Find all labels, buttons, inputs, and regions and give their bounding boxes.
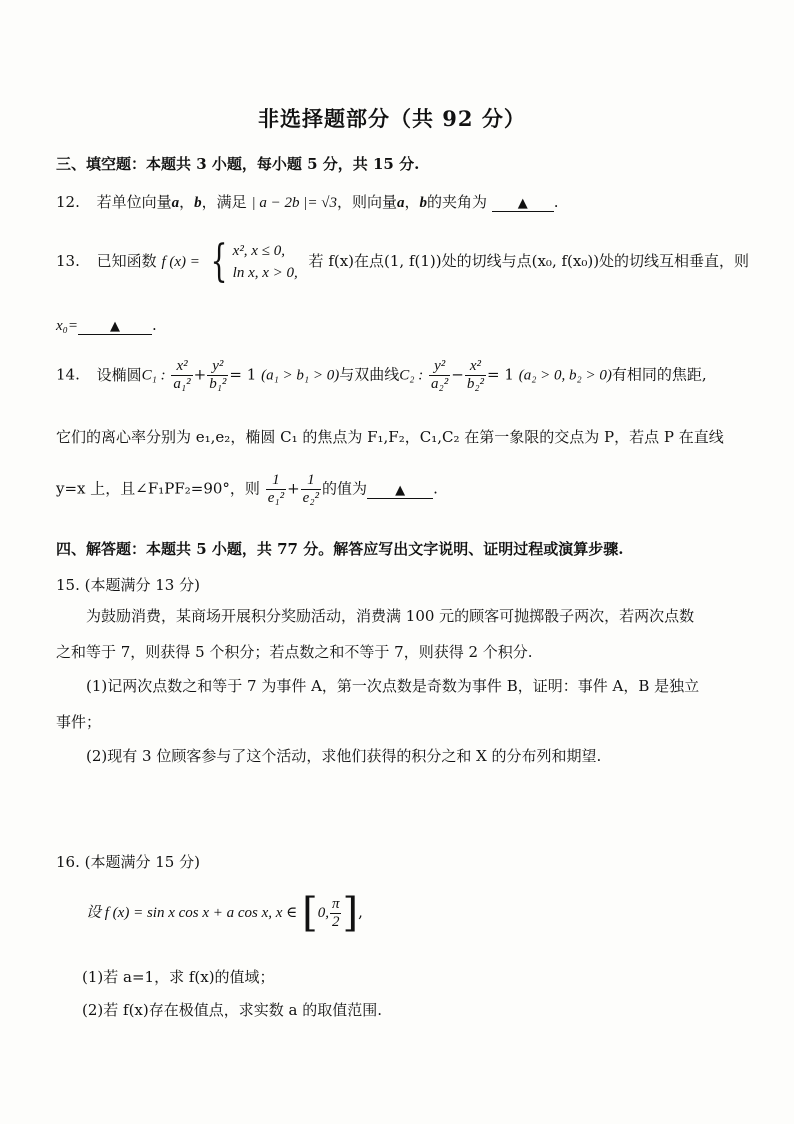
frac-numerator: 1 bbox=[301, 472, 321, 490]
q13-end: . bbox=[152, 316, 157, 334]
q12-sep: ， bbox=[179, 193, 195, 211]
q12-var-a: a bbox=[171, 195, 180, 211]
question-14-line-2: 它们的离心率分别为 e₁,e₂，椭圆 C₁ 的焦点为 F₁,F₂，C₁,C₂ 在第一象限的交点为 P，若点 P 在直线 bbox=[56, 428, 724, 446]
q13-text-b: 若 f(x)在点(1, f(1))处的切线与点(x₀, f(x₀))处的切线互相垂直，则 bbox=[308, 252, 750, 270]
q12-end: . bbox=[553, 193, 559, 211]
section-3-heading: 三、填空题：本题共 3 小题，每小题 5 分，共 15 分. bbox=[56, 155, 420, 173]
q14-frac-x-b2 bbox=[465, 358, 486, 393]
frac-denominator: e₂² bbox=[302, 490, 320, 506]
q13-number: 13. bbox=[56, 252, 80, 270]
q12-var-a2: a bbox=[396, 195, 405, 211]
q12-text-c: ，则向量 bbox=[336, 193, 397, 211]
q15-header: 15. (本题满分 13 分) bbox=[56, 576, 200, 594]
q14-text-b: 与双曲线 bbox=[339, 365, 400, 384]
q14-cond-1: (a₁ > b₁ > 0) bbox=[261, 367, 340, 384]
q14-text-c: 有相同的焦距, bbox=[611, 365, 707, 384]
q12-text-a: 若单位向量 bbox=[96, 193, 172, 211]
q12-text-b: ，满足 bbox=[201, 193, 247, 211]
q14-number: 14. bbox=[56, 365, 80, 384]
frac-denominator: a₁² bbox=[173, 376, 191, 392]
q15-para-1: 为鼓励消费，某商场开展积分奖励活动，消费满 100 元的顾客可抛掷骰子两次，若两次点数 bbox=[86, 607, 695, 625]
q16-function bbox=[86, 890, 363, 936]
question-14-line-3 bbox=[56, 472, 438, 507]
q15-para-5: (2)现有 3 位顾客参与了这个活动，求他们获得的积分之和 X 的分布列和期望. bbox=[86, 747, 602, 765]
q14-end: . bbox=[433, 479, 438, 498]
q13-cases bbox=[233, 240, 298, 284]
frac-numerator: y² bbox=[429, 358, 450, 376]
q14-c1: C₁ : bbox=[141, 367, 166, 384]
frac-numerator: π bbox=[331, 895, 340, 912]
q14-line3-a: y=x 上，且∠F₁PF₂=90°，则 bbox=[56, 479, 260, 498]
q12-answer-blank bbox=[492, 195, 554, 212]
q15-para-4: 事件； bbox=[56, 713, 102, 731]
q15-para-2: 之和等于 7，则获得 5 个积分；若点数之和不等于 7，则获得 2 个积分. bbox=[56, 643, 533, 661]
q12-var-b: b bbox=[194, 195, 202, 211]
left-bracket: [ bbox=[302, 890, 318, 936]
frac-numerator: x² bbox=[171, 358, 192, 376]
q13-brace: { bbox=[210, 236, 228, 287]
q14-frac-e1 bbox=[266, 472, 286, 507]
q14-frac-e2 bbox=[301, 472, 321, 507]
question-13 bbox=[56, 236, 750, 287]
q14-frac-y-a2 bbox=[429, 358, 450, 393]
right-bracket: ] bbox=[342, 890, 359, 936]
frac-denominator: e₁² bbox=[267, 490, 285, 506]
q13-function: f (x) = bbox=[161, 254, 200, 270]
triangle-icon: ▲ bbox=[395, 482, 406, 498]
frac-denominator: 2 bbox=[331, 913, 340, 930]
q16-header: 16. (本题满分 15 分) bbox=[56, 853, 200, 871]
q13-answer-blank bbox=[78, 318, 152, 335]
q13-text-a: 已知函数 bbox=[96, 252, 157, 270]
frac-denominator: b₁² bbox=[209, 376, 227, 392]
frac-denominator: a₂² bbox=[431, 376, 449, 392]
q16-function-text: 设 f (x) = sin x cos x + a cos x, x ∈ bbox=[86, 905, 298, 921]
question-14 bbox=[56, 358, 707, 393]
q16-frac-pi-2 bbox=[330, 896, 342, 931]
q13-case-1: x², x ≤ 0, bbox=[232, 243, 285, 259]
frac-numerator: x² bbox=[465, 358, 486, 376]
triangle-icon: ▲ bbox=[110, 319, 120, 334]
minus-sign: − bbox=[451, 365, 464, 384]
plus-sign: + bbox=[193, 365, 207, 384]
q12-var-b2: b bbox=[419, 195, 427, 211]
q14-line3-b: 的值为 bbox=[322, 479, 368, 498]
frac-denominator: b₂² bbox=[466, 376, 485, 392]
page-title: 非选择题部分（共 92 分） bbox=[258, 106, 526, 131]
q16-function-end: , bbox=[358, 903, 363, 921]
section-4-heading: 四、解答题：本题共 5 小题，共 77 分。解答应写出文字说明、证明过程或演算步骤. bbox=[56, 540, 624, 558]
triangle-icon: ▲ bbox=[517, 196, 528, 211]
q14-frac-x-a1 bbox=[171, 358, 192, 393]
q16-part-2: (2)若 f(x)存在极值点，求实数 a 的取值范围. bbox=[82, 1001, 382, 1019]
q12-text-d: 的夹角为 bbox=[426, 193, 487, 211]
question-13-line-2 bbox=[56, 316, 157, 335]
q14-cond-2: (a₂ > 0, b₂ > 0) bbox=[518, 367, 612, 384]
q15-para-3: (1)记两次点数之和等于 7 为事件 A，第一次点数是奇数为事件 B，证明：事件 A，B 是独立 bbox=[86, 677, 700, 695]
q12-expression: | a − 2b |= √3 bbox=[251, 195, 337, 211]
q16-interval-left: 0, bbox=[317, 905, 329, 921]
question-12 bbox=[56, 191, 559, 212]
q14-eq2-tail: = 1 bbox=[487, 365, 514, 384]
q13-x0: x₀= bbox=[56, 318, 78, 334]
q16-part-1: (1)若 a=1，求 f(x)的值域； bbox=[82, 968, 275, 986]
plus-sign: + bbox=[287, 479, 300, 498]
q14-eq1-tail: = 1 bbox=[229, 365, 257, 384]
frac-numerator: y² bbox=[207, 358, 228, 376]
q12-number: 12. bbox=[56, 193, 80, 211]
q14-text-a: 设椭圆 bbox=[96, 365, 142, 384]
q13-case-2: ln x, x > 0, bbox=[232, 265, 298, 281]
q14-c2: C₂ : bbox=[399, 367, 424, 384]
q14-frac-y-b1 bbox=[207, 358, 228, 393]
frac-numerator: 1 bbox=[266, 472, 286, 490]
q14-answer-blank bbox=[367, 482, 433, 499]
q12-sep2: ， bbox=[404, 193, 420, 211]
